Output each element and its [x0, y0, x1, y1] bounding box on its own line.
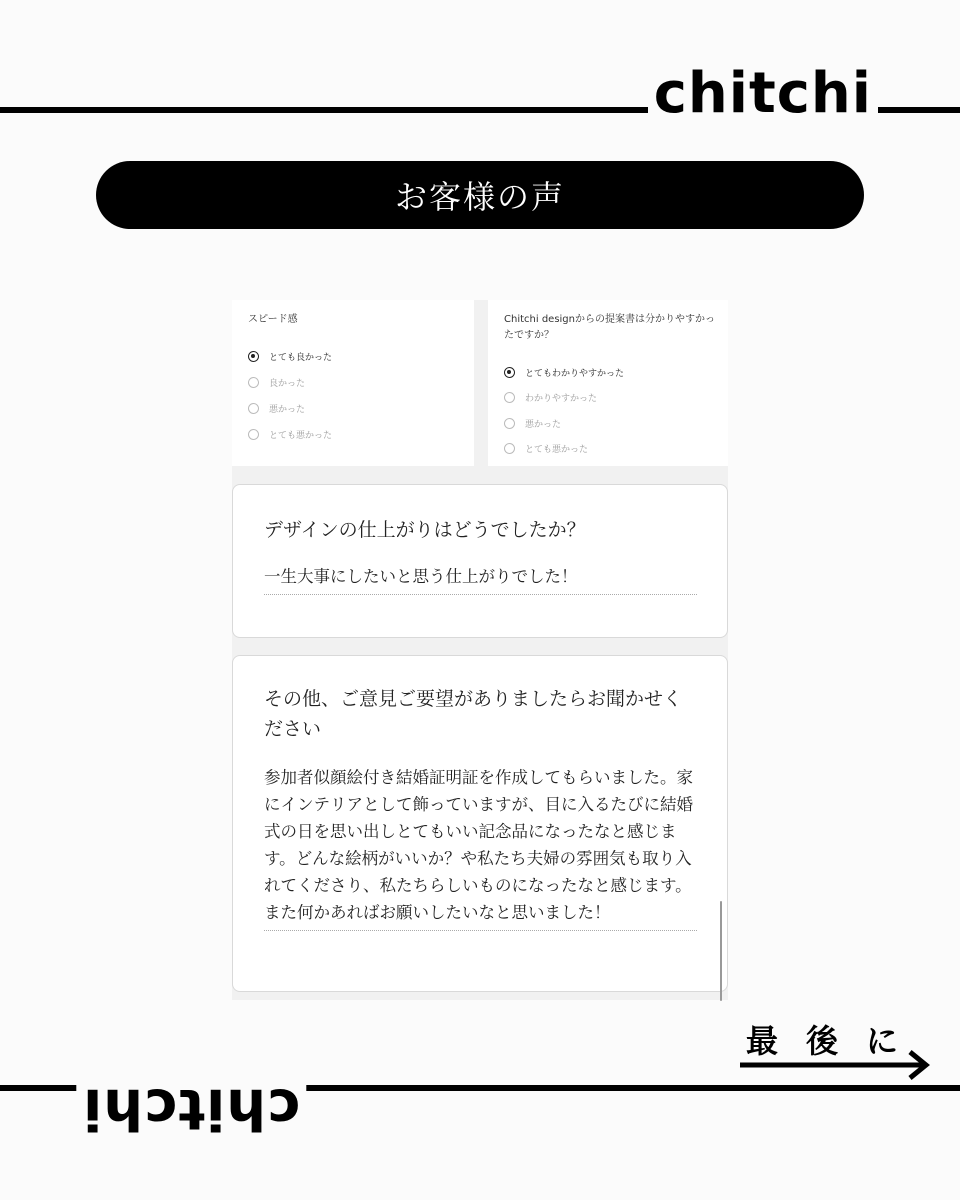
- speed-option-2[interactable]: 良かった: [248, 376, 305, 389]
- page-title: お客様の声: [394, 178, 565, 216]
- other-question: その他、ご意見ご要望がありましたらお聞かせください: [264, 688, 683, 740]
- design-question-card: [232, 484, 728, 638]
- speed-question-card: [232, 300, 474, 466]
- speed-option-4[interactable]: とても悪かった: [248, 428, 332, 441]
- radio-icon[interactable]: [248, 403, 259, 414]
- radio-icon[interactable]: [504, 443, 515, 454]
- proposal-option-3[interactable]: 悪かった: [504, 417, 561, 430]
- proposal-question-card: [488, 300, 728, 466]
- other-answer[interactable]: 参加者似顔絵付き結婚証明証を作成してもらいました。家にインテリアとして飾っていますが、目に入るたびに結婚式の日を思い出しとてもいい記念品になったなと感じます。どんな絵柄がいいか？や私たち夫婦の雰囲気も取り入れてくださり、私たちらしいものになったなと感じます。また何かあればお願いしたいなと思いました！: [264, 764, 697, 931]
- design-answer[interactable]: 一生大事にしたいと思う仕上がりでした！: [264, 563, 697, 595]
- proposal-option-1[interactable]: とてもわかりやすかった: [504, 366, 624, 379]
- page-title-bar: [96, 161, 864, 229]
- survey-screenshot: [232, 300, 728, 1000]
- brand-logo-bottom: chitchi: [76, 1080, 306, 1136]
- speed-question: スピード感: [248, 314, 298, 325]
- proposal-question: Chitchi designからの提案書は分かりやすかったですか？: [504, 314, 715, 341]
- other-question-card: [232, 655, 728, 992]
- radio-selected-icon[interactable]: [504, 367, 515, 378]
- next-label: 最後に: [746, 1022, 927, 1060]
- proposal-option-4[interactable]: とても悪かった: [504, 442, 588, 455]
- design-question: デザインの仕上がりはどうでしたか？: [264, 519, 586, 541]
- brand-logo-top: chitchi: [648, 66, 878, 122]
- radio-icon[interactable]: [504, 392, 515, 403]
- radio-icon[interactable]: [248, 429, 259, 440]
- radio-icon[interactable]: [248, 377, 259, 388]
- radio-selected-icon[interactable]: [248, 351, 259, 362]
- speed-option-3[interactable]: 悪かった: [248, 402, 305, 415]
- arrow-right-icon: [740, 1050, 932, 1080]
- radio-icon[interactable]: [504, 418, 515, 429]
- speed-option-1[interactable]: とても良かった: [248, 350, 332, 363]
- answer-scrollbar[interactable]: [720, 901, 722, 1001]
- proposal-option-2[interactable]: わかりやすかった: [504, 391, 597, 404]
